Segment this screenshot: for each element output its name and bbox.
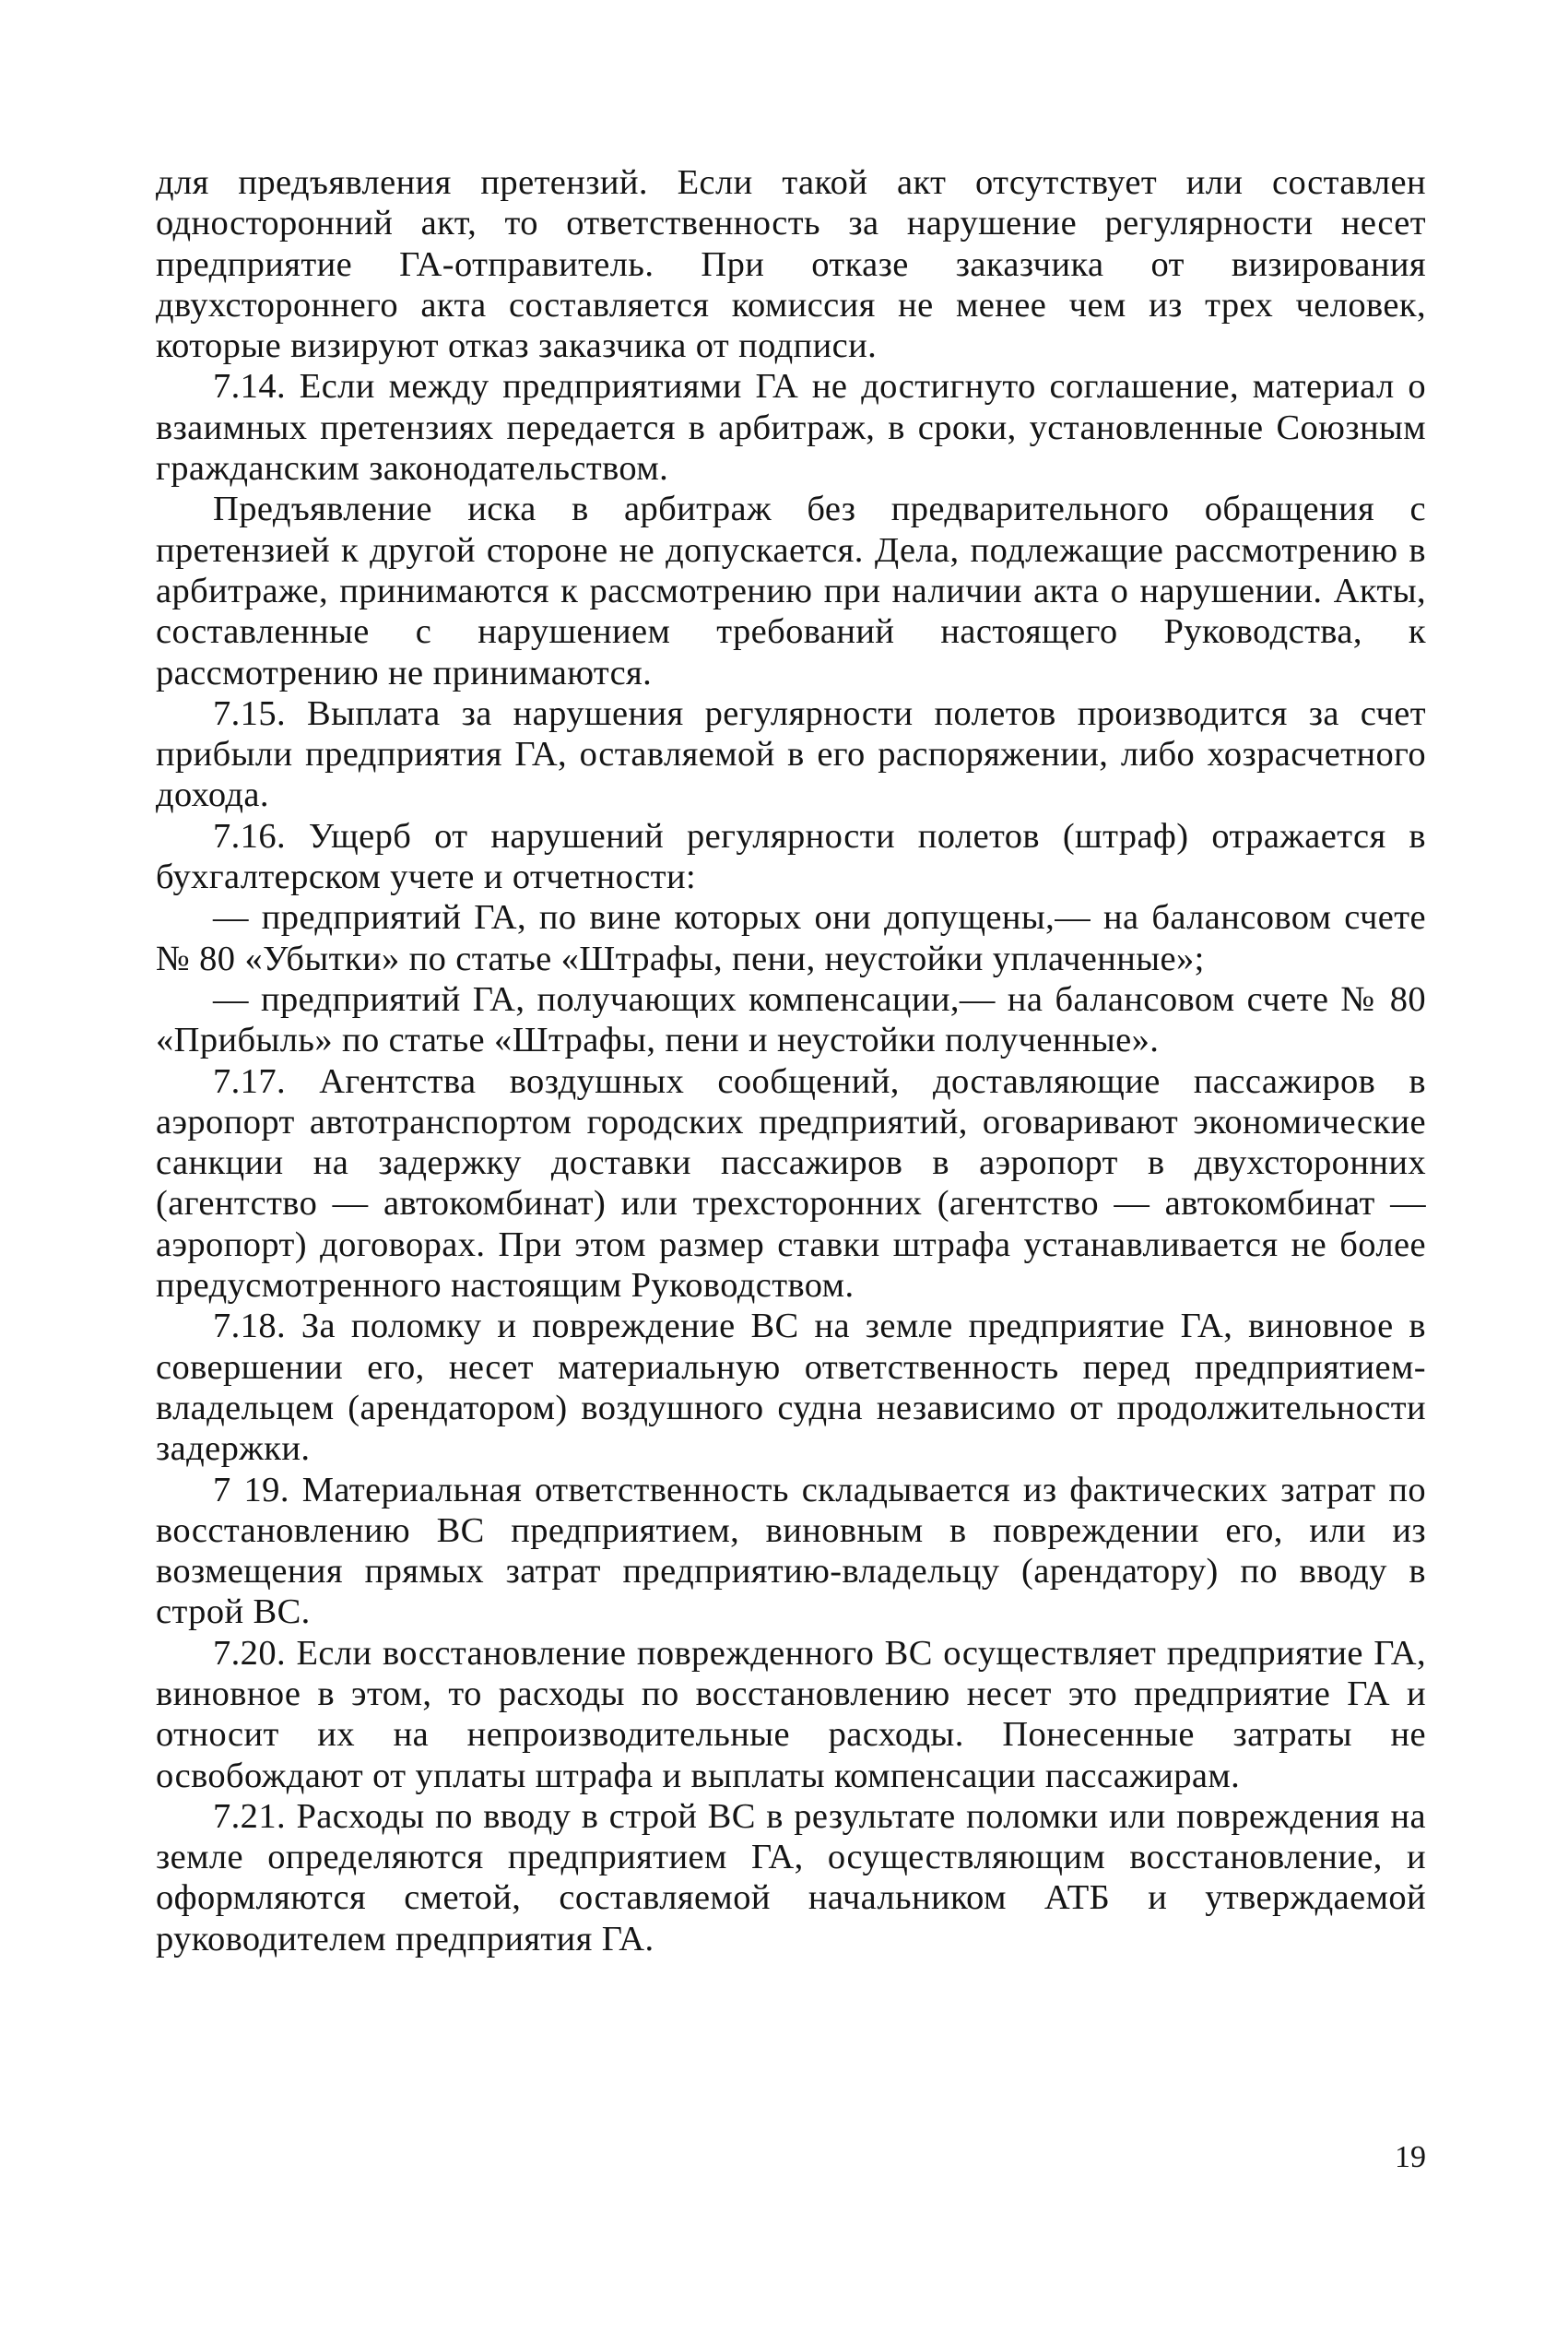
section-number: 7.16. (213, 816, 286, 856)
paragraph-text: Расходы по вводу в строй ВС в результате поломки или повреждения на земле определяются предприятием ГА, осуществляющим восстановление, и оформляются сметой, составляемой начальником АТБ и утверждаемой руководителем предприятия ГА. (156, 1796, 1426, 1958)
paragraph-7-14 (156, 366, 1426, 489)
section-number: 7.15. (213, 693, 286, 733)
document-page (156, 162, 1426, 1959)
paragraph-continuation (156, 162, 1426, 366)
paragraph-text: Агентства воздушных сообщений, доставляющие пассажиров в аэропорт автотранспортом городских предприятий, оговаривают экономические санкции на задержку доставки пассажиров в аэропорт в двухсторонних (агентство — автокомбинат) или трехсторонних (агентство — автокомбинат — аэропорт) договорах. При этом размер ставки штрафа устанавливается не более предусмотренного настоящим Руководством. (156, 1061, 1426, 1306)
paragraph-text: Выплата за нарушения регулярности полетов производится за счет прибыли предприятия ГА, оставляемой в его распоряжении, либо хозрасчетного дохода. (156, 693, 1426, 815)
section-number: 7.21. (213, 1796, 286, 1836)
paragraph-text: За поломку и повреждение ВС на земле предприятие ГА, виновное в совершении его, несет материальную ответственность перед предприятием-владельцем (арендатором) воздушного судна независимо от продолжительности задержки. (156, 1307, 1426, 1469)
section-number: 7 19. (213, 1470, 289, 1509)
paragraph-text: Если между предприятиями ГА не достигнуто соглашение, материал о взаимных претензиях передается в арбитраж, в сроки, установленные Союзным гражданским законодательством. (156, 367, 1427, 489)
list-item-profit (156, 979, 1426, 1061)
section-number: 7.20. (213, 1633, 286, 1673)
list-item-text: — предприятий ГА, по вине которых они допущены,— на балансовом счете № 80 «Убытки» по статье «Штрафы, пени, неустойки уплаченные»; (156, 898, 1426, 978)
paragraph-7-18 (156, 1306, 1426, 1469)
paragraph-7-21 (156, 1796, 1426, 1959)
paragraph-7-17 (156, 1061, 1426, 1307)
paragraph-text: Материальная ответственность складывается из фактических затрат по восстановлению ВС предприятием, виновным в повреждении его, или из возмещения прямых затрат предприятию-владельцу (арендатору) по вводу в строй ВС. (156, 1470, 1426, 1632)
paragraph-text: Предъявление иска в арбитраж без предварительного обращения с претензией к другой стороне не допускается. Дела, подлежащие рассмотрению в арбитраже, принимаются к рассмотрению при наличии акта о нарушении. Акты, составленные с нарушением требований настоящего Руководства, к рассмотрению не принимаются. (156, 490, 1426, 692)
paragraph-7-19 (156, 1470, 1426, 1633)
paragraph-claim (156, 489, 1426, 692)
list-item-losses (156, 897, 1426, 979)
list-item-text: — предприятий ГА, получающих компенсации,— на балансовом счете № 80 «Прибыль» по статье «Штрафы, пени и неустойки полученные». (156, 979, 1426, 1060)
section-number: 7.17. (213, 1061, 286, 1101)
section-number: 7.18. (213, 1307, 286, 1346)
page-number: 19 (1395, 2140, 1426, 2174)
paragraph-text: для предъявления претензий. Если такой акт отсутствует или составлен односторонний акт, то ответственность за нарушение регулярности несет предприятие ГА-отправитель. При отказе заказчика от визирования двухстороннего акта составляется комиссия не менее чем из трех человек, которые визируют отказ заказчика от подписи. (156, 163, 1426, 366)
paragraph-7-16 (156, 816, 1426, 898)
section-number: 7.14. (213, 367, 286, 407)
paragraph-text: Если восстановление поврежденного ВС осуществляет предприятие ГА, виновное в этом, то расходы по восстановлению несет это предприятие ГА и относит их на непроизводительные расходы. Понесенные затраты не освобождают от уплаты штрафа и выплаты компенсации пассажирам. (156, 1633, 1426, 1795)
paragraph-7-15 (156, 693, 1426, 816)
paragraph-7-20 (156, 1633, 1426, 1796)
paragraph-text: Ущерб от нарушений регулярности полетов (штраф) отражается в бухгалтерском учете и отчетности: (156, 816, 1426, 897)
